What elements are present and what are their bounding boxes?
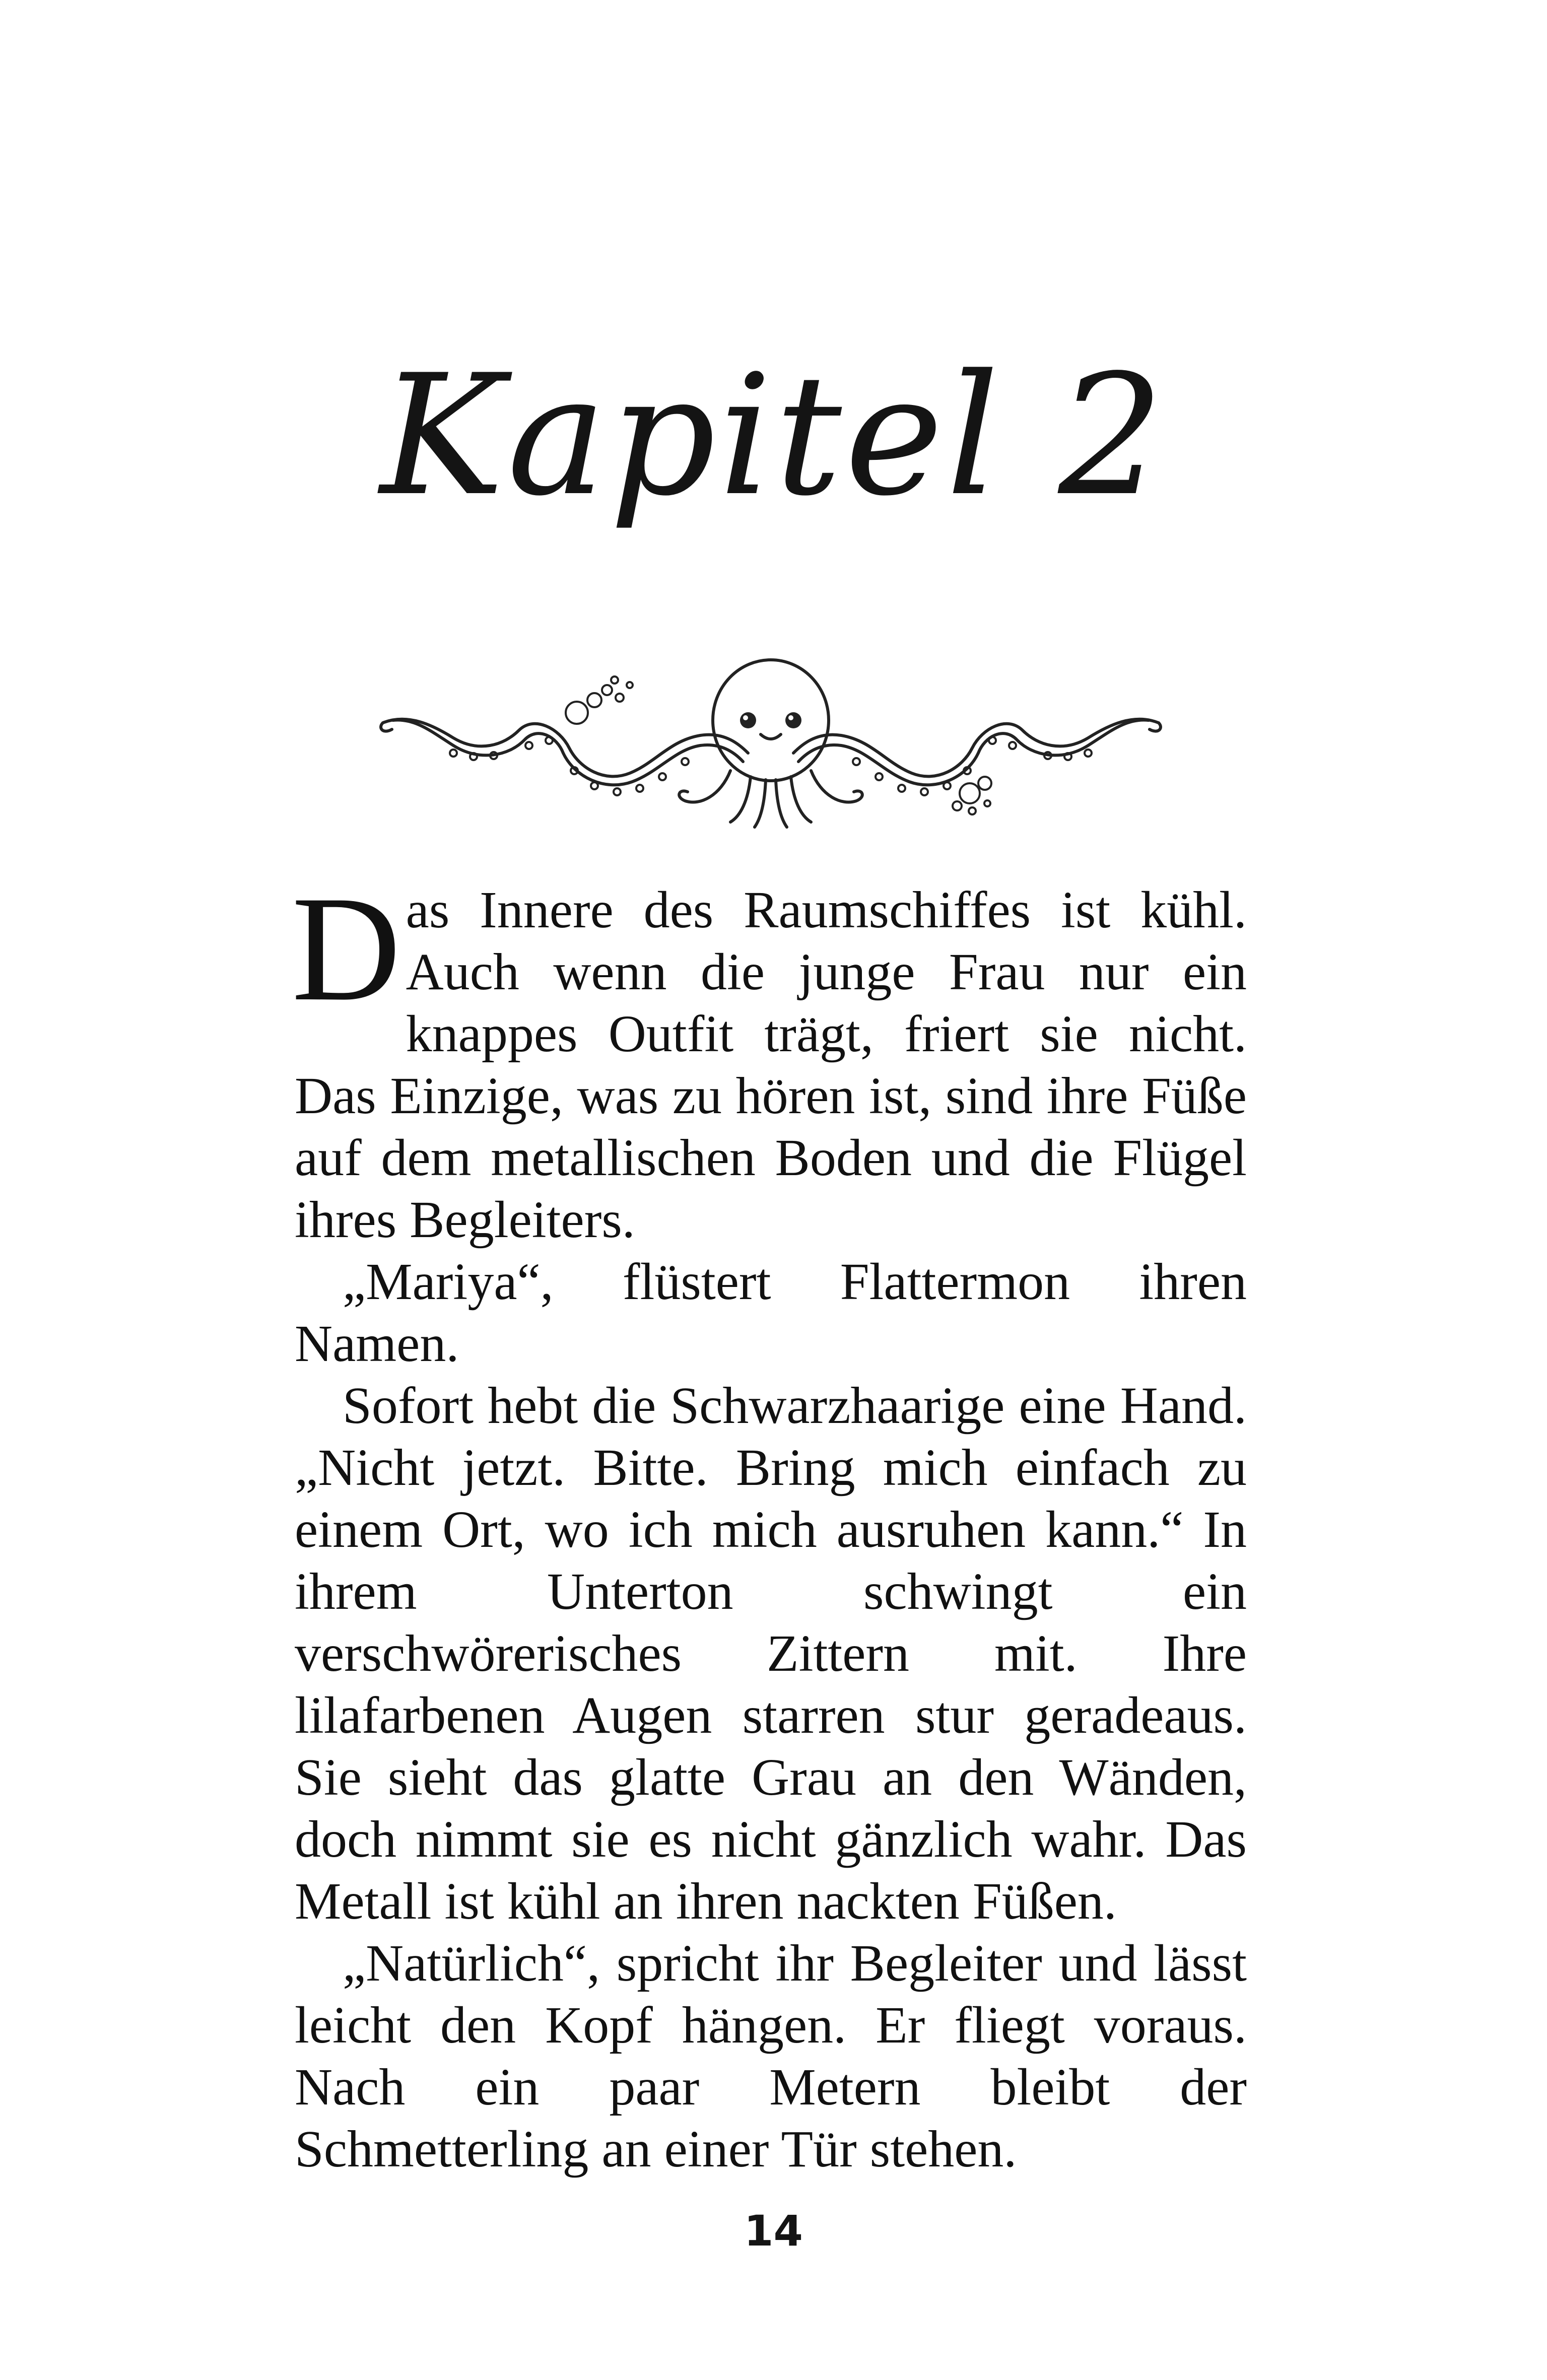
paragraph: Sofort hebt die Schwarzhaarige eine Hand. „Nicht jetzt. Bitte. Bring mich einfach zu einem Ort, wo ich mich ausruhen kann.“ In ihrem Unterton schwingt ein verschwörerisches Zittern mit. Ihre lilafarbenen Augen starren stur geradeaus. Sie sieht das glatte Grau an den Wänden, doch nimmt sie es nicht gänzlich wahr. Das Metall ist kühl an ihren nackten Füßen. — [295, 1377, 1247, 1930]
paragraph: „Natürlich“, spricht ihr Begleiter und lässt leicht den Kopf hängen. Er fliegt voraus. Nach ein paar Metern bleibt der Schmetterling an einer Tür stehen. — [295, 1934, 1247, 2178]
first-paragraph — [292, 865, 1247, 1251]
drop-cap: D — [292, 865, 401, 1032]
page-number: 14 — [744, 2206, 803, 2256]
chapter-body — [292, 865, 1247, 2180]
chapter-title: Kapitel 2 — [380, 339, 1167, 532]
paragraph: „Mariya“, flüstert Flattermon ihren Namen. — [295, 1253, 1247, 1373]
octopus-tentacle-divider-icon — [378, 645, 1164, 846]
first-paragraph-text: as Innere des Raumschiffes ist kühl. Auch wenn die junge Frau nur ein knappes Outfit trägt, friert sie nicht. Das Einzige, was zu hören ist, sind ihre Füße auf dem metallischen Boden und die Flügel ihres Begleiters. — [295, 881, 1247, 1249]
